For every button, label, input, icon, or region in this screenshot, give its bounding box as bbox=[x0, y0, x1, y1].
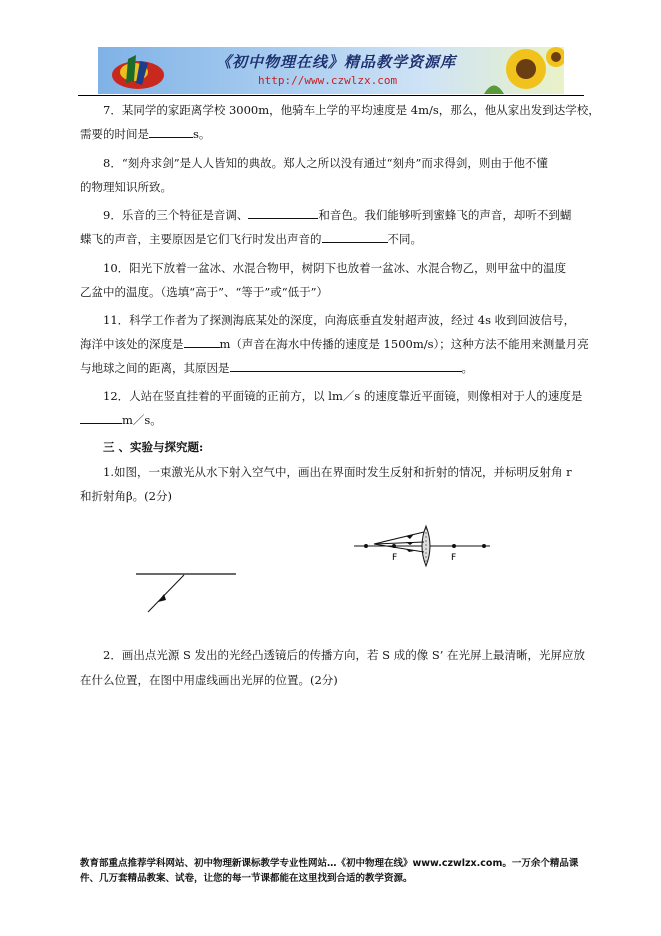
axis-point bbox=[482, 544, 486, 548]
page-footer: 教育部重点推荐学科网站、初中物理新课标教学专业性网站…《初中物理在线》www.czwlzx.com。一万余个精品课件、几万套精品教案、试卷，让您的每一节课都能在这里找到合适的教学资源。 bbox=[80, 858, 579, 884]
answer-blank[interactable] bbox=[184, 333, 220, 348]
question-11-line1: 11．科学工作者为了探测海底某处的深度，向海底垂直发射超声波，经过 4s 收到回波信号， bbox=[103, 313, 576, 327]
question-9-line2: 蝶飞的声音，主要原因是它们飞行时发出声音的 不同。 bbox=[80, 227, 584, 251]
focal-label-right: F bbox=[451, 553, 457, 563]
answer-blank[interactable] bbox=[149, 123, 193, 138]
experiment-1-line2: 和折射角β。(2分) bbox=[80, 489, 172, 503]
laser-ray bbox=[148, 575, 184, 612]
question-11-line2: 海洋中该处的深度是 m（声音在海水中传播的速度是 1500m/s）；这种方法不能用来测量月亮 bbox=[80, 332, 584, 356]
question-11-line3: 与地球之间的距离，其原因是 。 bbox=[80, 356, 584, 380]
experiment-2-line2: 在什么位置，在图中用虚线画出光屏的位置。(2分) bbox=[80, 673, 338, 687]
experiment-1-line1: 1.如图，一束激光从水下射入空气中，画出在界面时发生反射和折射的情况，并标明反射角 r bbox=[103, 465, 572, 479]
incident-ray bbox=[374, 544, 424, 552]
answer-blank[interactable] bbox=[80, 409, 122, 424]
experiment-2-line1: 2．画出点光源 S 发出的光经凸透镜后的传播方向，若 S 成的像 S’ 在光屏上最清晰，光屏应放 bbox=[103, 648, 586, 662]
convex-lens-figure bbox=[354, 524, 494, 570]
ray-arrow-icon bbox=[406, 534, 414, 539]
answer-blank[interactable] bbox=[230, 357, 462, 372]
question-12-line2: m／s。 bbox=[80, 408, 584, 432]
question-10-line1: 10．阳光下放着一盆冰、水混合物甲，树阴下也放着一盆冰、水混合物乙，则甲盆中的温度 bbox=[103, 261, 567, 275]
ray-arrow-icon bbox=[406, 542, 414, 545]
header-divider bbox=[78, 95, 584, 96]
question-10-line2: 乙盆中的温度。（选填“高于”、“等于”或“低于”） bbox=[80, 285, 329, 299]
focal-label-left: F bbox=[392, 553, 398, 563]
banner-url[interactable]: http://www.czwlzx.com bbox=[258, 74, 398, 87]
question-7-line1: 7．某同学的家距离学校 3000m，他骑车上学的平均速度是 4m/s，那么，他从家出发到达学校， bbox=[103, 103, 600, 117]
site-logo bbox=[98, 47, 178, 94]
focal-point-right bbox=[452, 544, 456, 548]
refraction-figure bbox=[134, 566, 244, 616]
question-8-line2: 的物理知识所致。 bbox=[80, 180, 172, 194]
header-banner bbox=[98, 47, 564, 94]
question-8-line1: 8．“刻舟求剑”是人人皆知的典故。郑人之所以没有通过“刻舟”而求得剑，则由于他不懂 bbox=[103, 156, 548, 170]
axis-point bbox=[364, 544, 368, 548]
question-7-line2: 需要的时间是 s。 bbox=[80, 122, 584, 146]
answer-blank[interactable] bbox=[322, 228, 388, 243]
question-12-line1: 12．人站在竖直挂着的平面镜的正前方，以 lm／s 的速度靠近平面镜，则像相对于人的速度是 bbox=[103, 389, 583, 403]
banner-title: 《初中物理在线》精品教学资源库 bbox=[216, 53, 457, 71]
sunflower-icon bbox=[474, 47, 564, 94]
question-9-line1: 9．乐音的三个特征是音调、 和音色。我们能够听到蜜蜂飞的声音，却听不到蝴 bbox=[80, 203, 607, 227]
answer-blank[interactable] bbox=[248, 204, 318, 219]
section-heading: 三 、实验与探究题: bbox=[103, 440, 204, 454]
